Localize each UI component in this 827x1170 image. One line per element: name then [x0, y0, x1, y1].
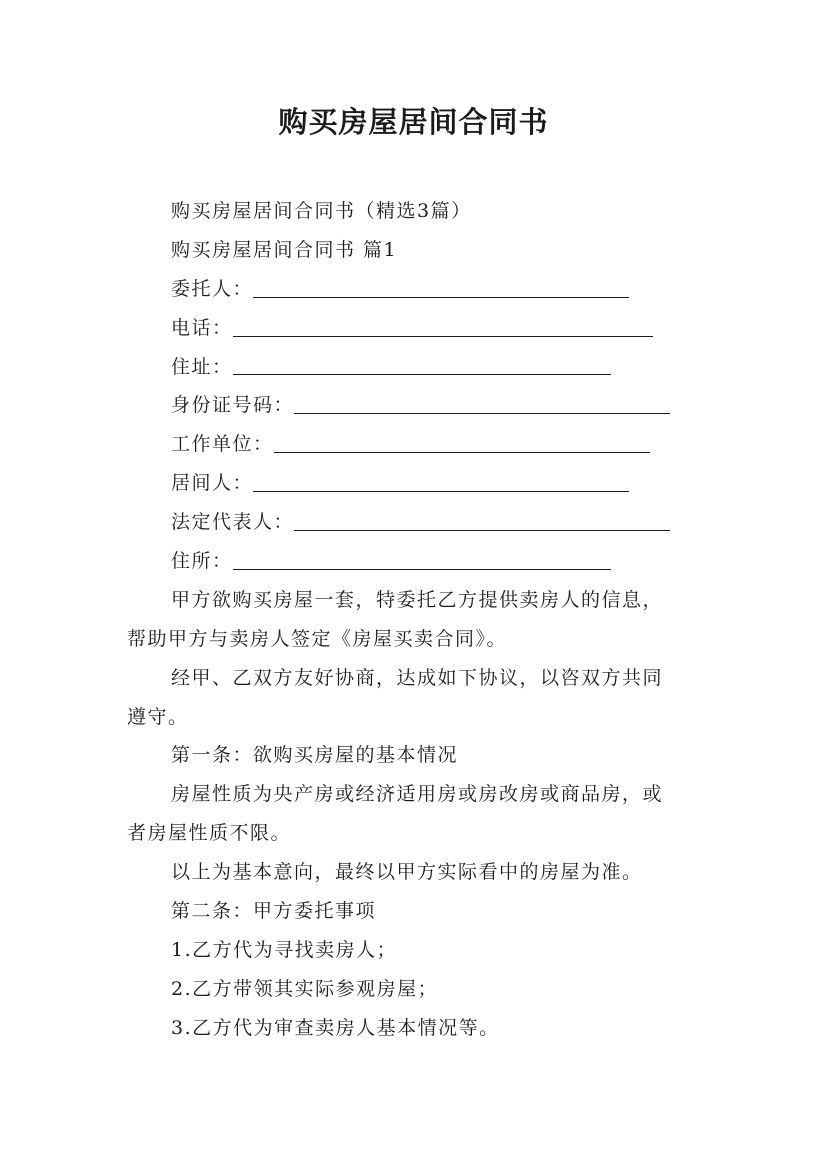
- paragraph-line: 房屋性质为央产房或经济适用房或房改房或商品房，或: [171, 783, 664, 806]
- paragraph-line: 甲方欲购买房屋一套，特委托乙方提供卖房人的信息，: [171, 588, 664, 611]
- fill-in-blank: [233, 373, 611, 375]
- field-label-domicile: 住所：: [171, 550, 233, 572]
- fill-in-blank: [253, 490, 629, 492]
- field-address: [127, 348, 712, 387]
- field-label-legal-representative: 法定代表人：: [171, 511, 295, 534]
- field-label-address: 住址：: [171, 355, 233, 378]
- fill-in-blank: [233, 568, 611, 570]
- section-heading: 购买房屋居间合同书 篇1: [171, 238, 398, 261]
- fill-in-blank: [274, 451, 650, 453]
- field-label-intermediary: 居间人：: [171, 472, 254, 495]
- field-label-client: 委托人：: [171, 277, 254, 300]
- field-intermediary: [127, 464, 712, 503]
- list-item: 3.乙方代为审查卖房人基本情况等。: [171, 1016, 500, 1039]
- field-client: [127, 270, 712, 309]
- paragraph-line: 帮助甲方与卖房人签定《房屋买卖合同》。: [127, 627, 508, 650]
- paragraph-line: 遵守。: [127, 705, 189, 728]
- fill-in-blank: [233, 335, 653, 337]
- document-title: 购买房屋居间合同书: [278, 105, 549, 139]
- field-id-number: [127, 386, 712, 425]
- paragraph-line: 者房屋性质不限。: [127, 822, 292, 845]
- list-item: 1.乙方代为寻找卖房人；: [171, 938, 398, 961]
- paragraph-line: 经甲、乙双方友好协商，达成如下协议，以咨双方共同: [171, 666, 664, 689]
- field-legal-representative: [127, 503, 712, 542]
- field-phone: [127, 309, 712, 348]
- field-domicile: [127, 542, 712, 581]
- paragraph-line: 以上为基本意向，最终以甲方实际看中的房屋为准。: [171, 861, 643, 884]
- field-label-phone: 电话：: [171, 316, 233, 339]
- article-heading-2: 第二条：甲方委托事项: [171, 900, 377, 923]
- fill-in-blank: [253, 296, 629, 298]
- list-item: 2.乙方带领其实际参观房屋；: [171, 977, 439, 1000]
- field-label-employer: 工作单位：: [171, 433, 274, 456]
- fill-in-blank: [294, 412, 670, 414]
- fill-in-blank: [294, 529, 670, 531]
- subtitle-line: 购买房屋居间合同书（精选3篇）: [171, 200, 472, 222]
- field-employer: [127, 425, 712, 464]
- field-label-id-number: 身份证号码：: [171, 394, 295, 417]
- article-heading-1: 第一条：欲购买房屋的基本情况: [171, 744, 459, 767]
- document-body: [127, 192, 712, 1048]
